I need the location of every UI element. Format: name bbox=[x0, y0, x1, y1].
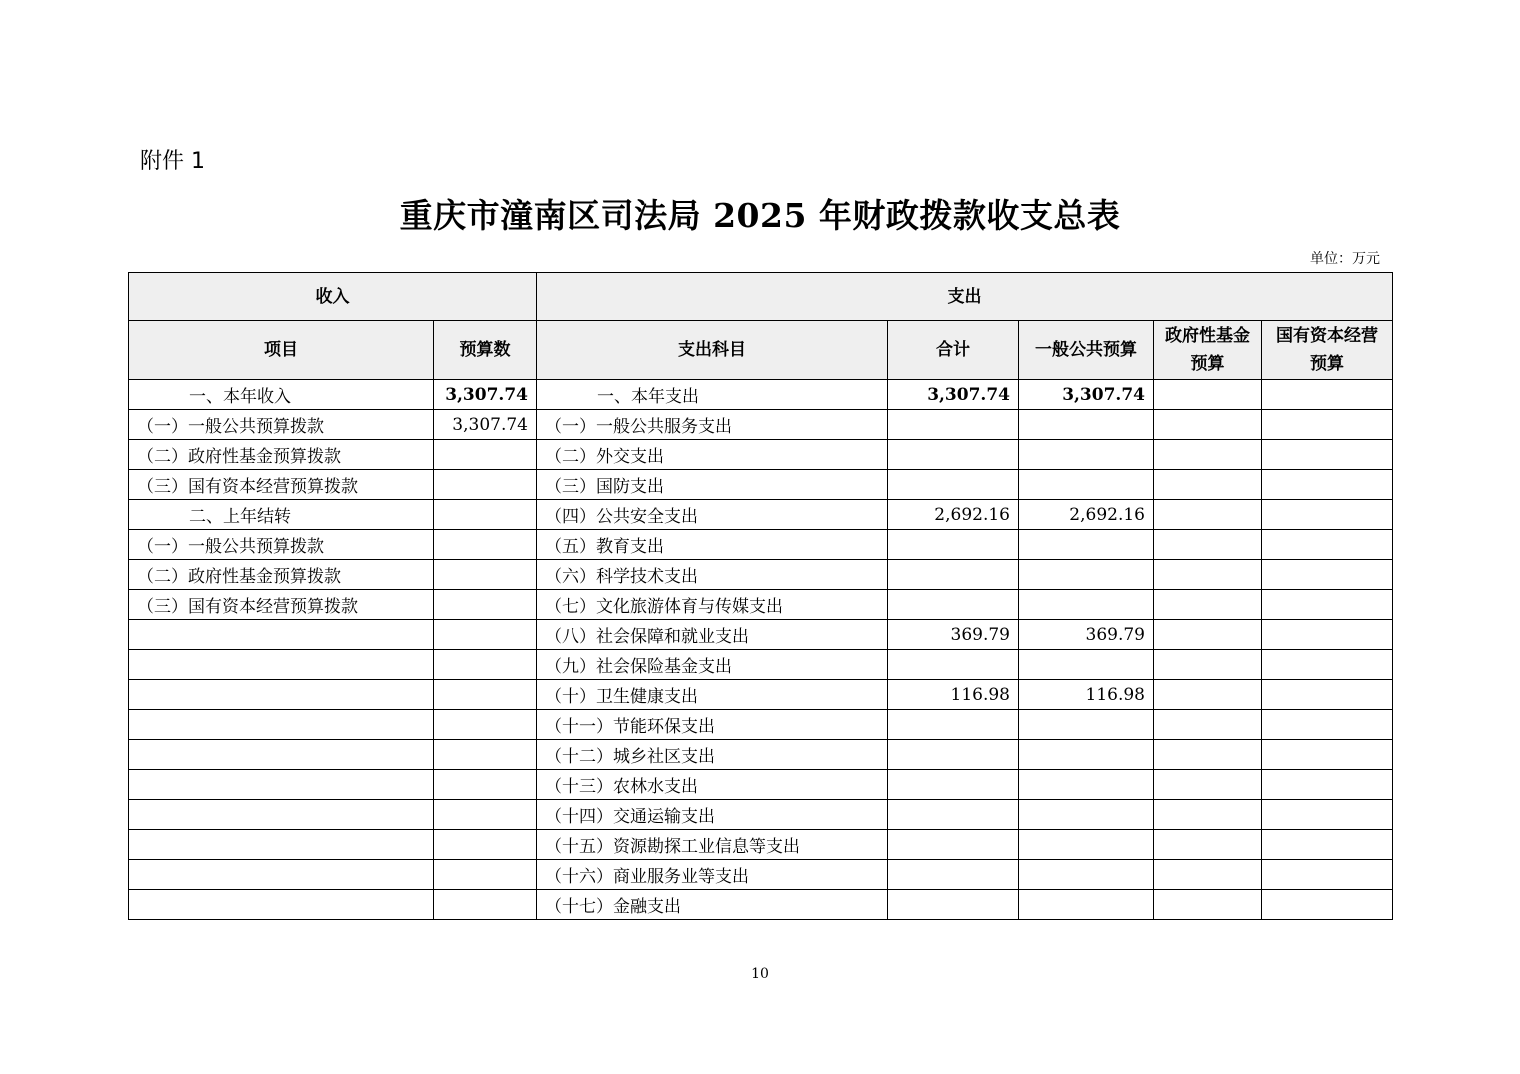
income-item-cell: 二、上年结转 bbox=[129, 500, 434, 530]
header-general-budget: 一般公共预算 bbox=[1019, 321, 1154, 380]
expense-general-cell bbox=[1019, 530, 1154, 560]
income-item-cell bbox=[129, 860, 434, 890]
income-item-cell bbox=[129, 620, 434, 650]
expense-total-cell bbox=[888, 410, 1019, 440]
table-row bbox=[129, 740, 1393, 770]
table-row bbox=[129, 560, 1393, 590]
table-row bbox=[129, 530, 1393, 560]
expense-total-cell bbox=[888, 470, 1019, 500]
expense-general-cell bbox=[1019, 800, 1154, 830]
expense-total-cell bbox=[888, 830, 1019, 860]
expense-subject-cell: （八）社会保障和就业支出 bbox=[537, 620, 888, 650]
expense-subject-cell: （十五）资源勘探工业信息等支出 bbox=[537, 830, 888, 860]
expense-gov-fund-cell bbox=[1154, 500, 1262, 530]
expense-general-cell: 3,307.74 bbox=[1019, 380, 1154, 410]
expense-gov-fund-cell bbox=[1154, 830, 1262, 860]
expense-subject-cell: 一、本年支出 bbox=[537, 380, 888, 410]
expense-gov-fund-cell bbox=[1154, 680, 1262, 710]
expense-general-cell: 369.79 bbox=[1019, 620, 1154, 650]
expense-state-capital-cell bbox=[1262, 590, 1393, 620]
header-state-capital-budget: 国有资本经营预算 bbox=[1262, 321, 1393, 380]
income-item-cell bbox=[129, 800, 434, 830]
expense-total-cell: 369.79 bbox=[888, 620, 1019, 650]
expense-state-capital-cell bbox=[1262, 560, 1393, 590]
expense-state-capital-cell bbox=[1262, 890, 1393, 920]
income-budget-cell bbox=[434, 620, 537, 650]
expense-subject-cell: （七）文化旅游体育与传媒支出 bbox=[537, 590, 888, 620]
expense-gov-fund-cell bbox=[1154, 800, 1262, 830]
income-budget-cell bbox=[434, 530, 537, 560]
expense-subject-cell: （十）卫生健康支出 bbox=[537, 680, 888, 710]
income-item-cell: （三）国有资本经营预算拨款 bbox=[129, 590, 434, 620]
expense-state-capital-cell bbox=[1262, 770, 1393, 800]
expense-gov-fund-cell bbox=[1154, 410, 1262, 440]
expense-general-cell bbox=[1019, 710, 1154, 740]
expense-gov-fund-cell bbox=[1154, 740, 1262, 770]
table-row bbox=[129, 770, 1393, 800]
expense-general-cell bbox=[1019, 650, 1154, 680]
income-item-cell bbox=[129, 830, 434, 860]
expense-gov-fund-cell bbox=[1154, 590, 1262, 620]
expense-total-cell bbox=[888, 770, 1019, 800]
expense-general-cell bbox=[1019, 890, 1154, 920]
expense-gov-fund-cell bbox=[1154, 440, 1262, 470]
table-row bbox=[129, 800, 1393, 830]
table-row bbox=[129, 710, 1393, 740]
expense-general-cell bbox=[1019, 740, 1154, 770]
expense-state-capital-cell bbox=[1262, 620, 1393, 650]
table-row bbox=[129, 440, 1393, 470]
expense-state-capital-cell bbox=[1262, 440, 1393, 470]
expense-gov-fund-cell bbox=[1154, 860, 1262, 890]
expense-gov-fund-cell bbox=[1154, 530, 1262, 560]
header-expense: 支出 bbox=[537, 273, 1393, 321]
expense-general-cell bbox=[1019, 770, 1154, 800]
expense-state-capital-cell bbox=[1262, 740, 1393, 770]
expense-gov-fund-cell bbox=[1154, 380, 1262, 410]
expense-subject-cell: （十三）农林水支出 bbox=[537, 770, 888, 800]
income-item-cell bbox=[129, 890, 434, 920]
expense-gov-fund-cell bbox=[1154, 770, 1262, 800]
expense-subject-cell: （十二）城乡社区支出 bbox=[537, 740, 888, 770]
expense-subject-cell: （十七）金融支出 bbox=[537, 890, 888, 920]
income-item-cell bbox=[129, 770, 434, 800]
header-row-main bbox=[129, 273, 1393, 321]
table-row bbox=[129, 830, 1393, 860]
expense-gov-fund-cell bbox=[1154, 620, 1262, 650]
income-item-cell bbox=[129, 650, 434, 680]
header-gov-fund-budget: 政府性基金预算 bbox=[1154, 321, 1262, 380]
expense-subject-cell: （十四）交通运输支出 bbox=[537, 800, 888, 830]
income-item-cell: （一）一般公共预算拨款 bbox=[129, 410, 434, 440]
document-title: 重庆市潼南区司法局 2025 年财政拨款收支总表 bbox=[399, 196, 1121, 235]
expense-general-cell bbox=[1019, 590, 1154, 620]
expense-total-cell bbox=[888, 740, 1019, 770]
income-budget-cell bbox=[434, 650, 537, 680]
table-body bbox=[129, 380, 1393, 920]
unit-label: 单位：万元 bbox=[1310, 251, 1380, 267]
expense-general-cell bbox=[1019, 470, 1154, 500]
expense-gov-fund-cell bbox=[1154, 650, 1262, 680]
income-item-cell bbox=[129, 680, 434, 710]
income-item-cell: （二）政府性基金预算拨款 bbox=[129, 440, 434, 470]
expense-general-cell: 116.98 bbox=[1019, 680, 1154, 710]
income-budget-cell bbox=[434, 830, 537, 860]
header-row-columns bbox=[129, 321, 1393, 380]
income-budget-cell bbox=[434, 590, 537, 620]
income-budget-cell bbox=[434, 800, 537, 830]
expense-total-cell: 116.98 bbox=[888, 680, 1019, 710]
expense-subject-cell: （十一）节能环保支出 bbox=[537, 710, 888, 740]
header-budget: 预算数 bbox=[434, 321, 537, 380]
table-row bbox=[129, 620, 1393, 650]
income-item-cell bbox=[129, 710, 434, 740]
expense-total-cell bbox=[888, 590, 1019, 620]
table-row bbox=[129, 650, 1393, 680]
expense-total-cell bbox=[888, 650, 1019, 680]
income-budget-cell bbox=[434, 470, 537, 500]
expense-gov-fund-cell bbox=[1154, 890, 1262, 920]
expense-state-capital-cell bbox=[1262, 830, 1393, 860]
income-item-cell: （二）政府性基金预算拨款 bbox=[129, 560, 434, 590]
expense-state-capital-cell bbox=[1262, 380, 1393, 410]
expense-total-cell bbox=[888, 440, 1019, 470]
table-row bbox=[129, 380, 1393, 410]
expense-subject-cell: （六）科学技术支出 bbox=[537, 560, 888, 590]
income-item-cell: （三）国有资本经营预算拨款 bbox=[129, 470, 434, 500]
expense-general-cell bbox=[1019, 830, 1154, 860]
income-budget-cell: 3,307.74 bbox=[434, 410, 537, 440]
expense-state-capital-cell bbox=[1262, 650, 1393, 680]
attachment-label: 附件 1 bbox=[140, 149, 205, 174]
header-income: 收入 bbox=[129, 273, 537, 321]
expense-state-capital-cell bbox=[1262, 800, 1393, 830]
expense-state-capital-cell bbox=[1262, 860, 1393, 890]
expense-subject-cell: （四）公共安全支出 bbox=[537, 500, 888, 530]
income-budget-cell bbox=[434, 560, 537, 590]
expense-total-cell bbox=[888, 560, 1019, 590]
expense-general-cell bbox=[1019, 440, 1154, 470]
header-total: 合计 bbox=[888, 321, 1019, 380]
income-budget-cell bbox=[434, 770, 537, 800]
income-budget-cell bbox=[434, 740, 537, 770]
expense-subject-cell: （三）国防支出 bbox=[537, 470, 888, 500]
table-row bbox=[129, 500, 1393, 530]
table-row bbox=[129, 890, 1393, 920]
expense-subject-cell: （五）教育支出 bbox=[537, 530, 888, 560]
table-row bbox=[129, 680, 1393, 710]
expense-state-capital-cell bbox=[1262, 530, 1393, 560]
income-budget-cell bbox=[434, 500, 537, 530]
expense-general-cell: 2,692.16 bbox=[1019, 500, 1154, 530]
budget-table bbox=[128, 272, 1393, 920]
expense-state-capital-cell bbox=[1262, 410, 1393, 440]
expense-state-capital-cell bbox=[1262, 710, 1393, 740]
expense-total-cell: 3,307.74 bbox=[888, 380, 1019, 410]
expense-subject-cell: （十六）商业服务业等支出 bbox=[537, 860, 888, 890]
expense-total-cell bbox=[888, 860, 1019, 890]
expense-general-cell bbox=[1019, 860, 1154, 890]
expense-total-cell bbox=[888, 710, 1019, 740]
table-row bbox=[129, 470, 1393, 500]
income-budget-cell: 3,307.74 bbox=[434, 380, 537, 410]
table-row bbox=[129, 860, 1393, 890]
income-budget-cell bbox=[434, 440, 537, 470]
expense-total-cell: 2,692.16 bbox=[888, 500, 1019, 530]
expense-general-cell bbox=[1019, 410, 1154, 440]
expense-subject-cell: （二）外交支出 bbox=[537, 440, 888, 470]
header-item: 项目 bbox=[129, 321, 434, 380]
expense-total-cell bbox=[888, 530, 1019, 560]
income-item-cell: （一）一般公共预算拨款 bbox=[129, 530, 434, 560]
table-row bbox=[129, 590, 1393, 620]
income-budget-cell bbox=[434, 890, 537, 920]
expense-general-cell bbox=[1019, 560, 1154, 590]
expense-subject-cell: （九）社会保险基金支出 bbox=[537, 650, 888, 680]
income-budget-cell bbox=[434, 710, 537, 740]
expense-gov-fund-cell bbox=[1154, 470, 1262, 500]
income-budget-cell bbox=[434, 680, 537, 710]
expense-state-capital-cell bbox=[1262, 680, 1393, 710]
income-item-cell bbox=[129, 740, 434, 770]
expense-subject-cell: （一）一般公共服务支出 bbox=[537, 410, 888, 440]
expense-state-capital-cell bbox=[1262, 500, 1393, 530]
expense-gov-fund-cell bbox=[1154, 560, 1262, 590]
expense-state-capital-cell bbox=[1262, 470, 1393, 500]
header-subject: 支出科目 bbox=[537, 321, 888, 380]
page-number: 10 bbox=[751, 966, 769, 982]
income-budget-cell bbox=[434, 860, 537, 890]
expense-total-cell bbox=[888, 890, 1019, 920]
table-row bbox=[129, 410, 1393, 440]
income-item-cell: 一、本年收入 bbox=[129, 380, 434, 410]
expense-total-cell bbox=[888, 800, 1019, 830]
expense-gov-fund-cell bbox=[1154, 710, 1262, 740]
